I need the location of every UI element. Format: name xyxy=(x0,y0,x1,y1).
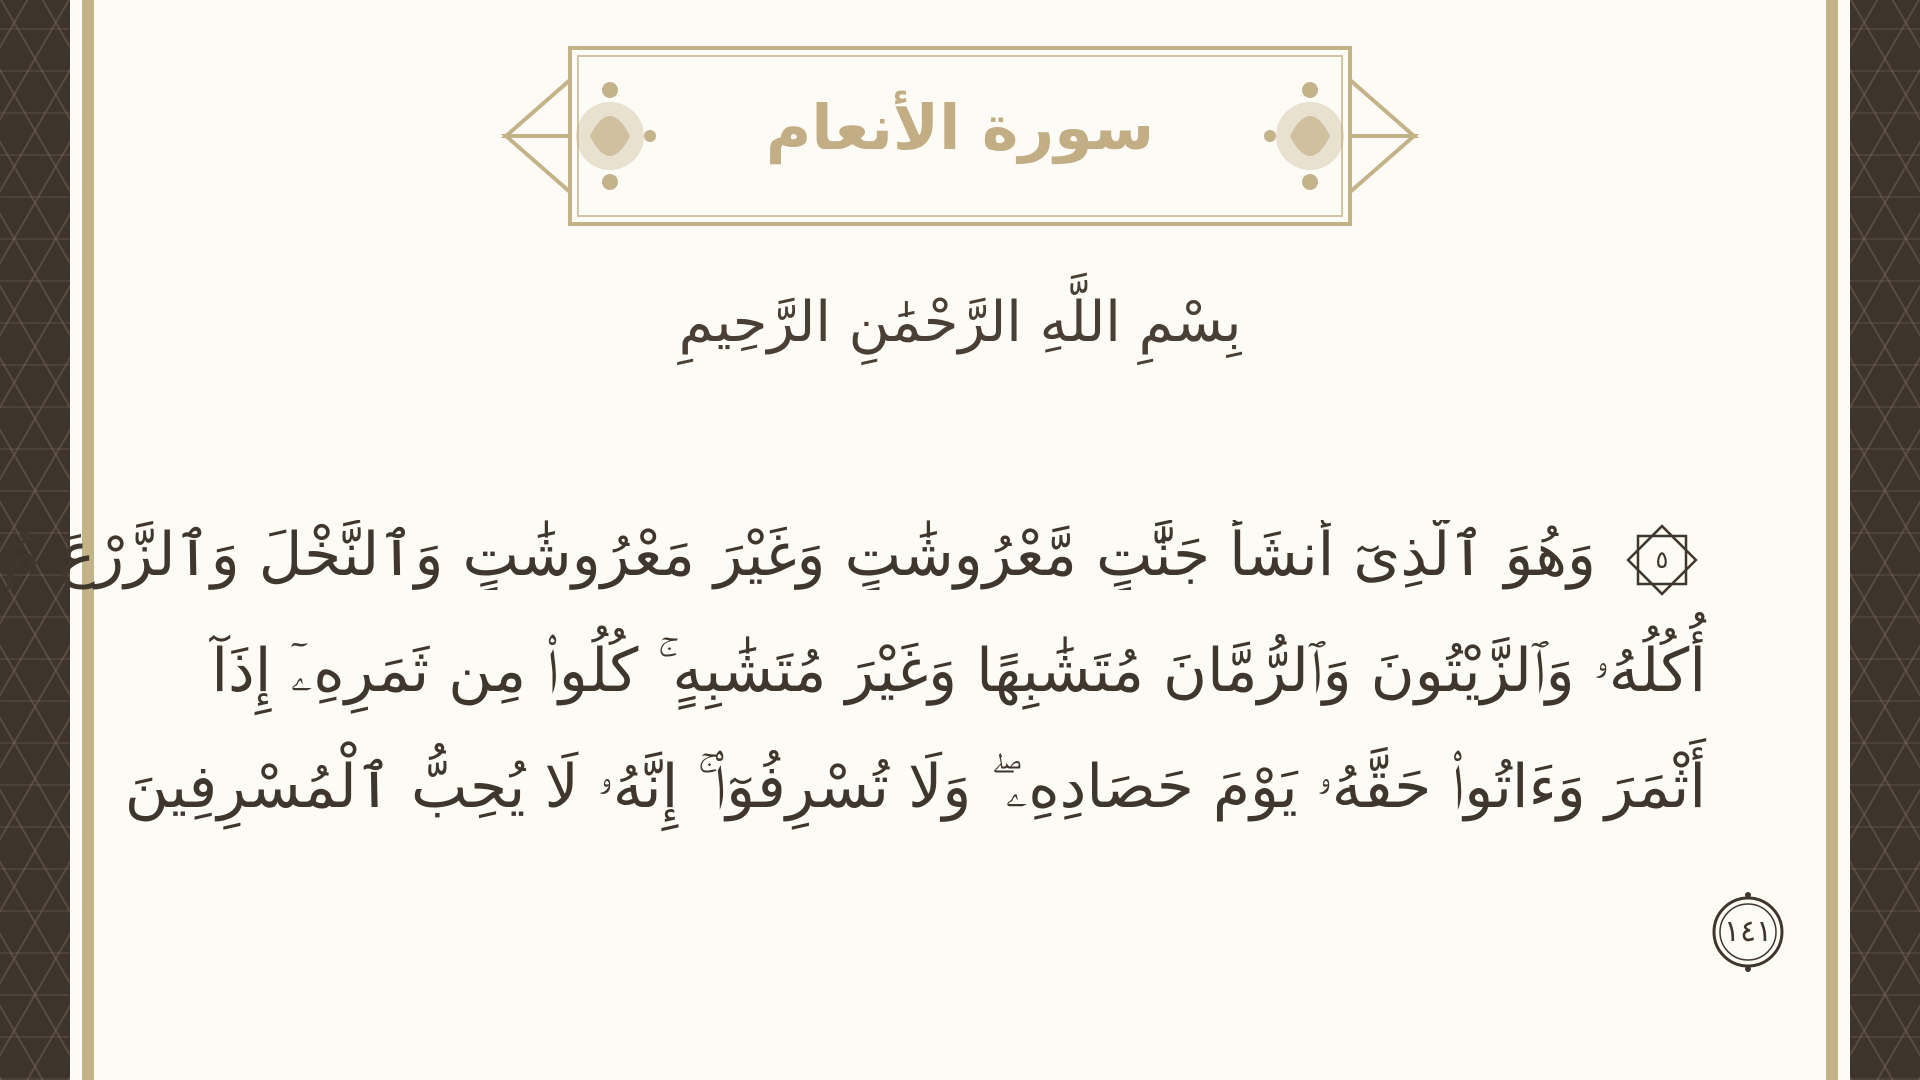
surah-title: سورة الأنعام xyxy=(765,91,1155,164)
verse-line-3: أَثْمَرَ وَءَاتُوا۟ حَقَّهُۥ يَوْمَ حَصَادِهِۦ ۖ وَلَا تُسْرِفُوٓا۟ ۚ إِنَّهُۥ لَا يُحِبُّ ٱلْمُسْرِفِينَ xyxy=(124,752,1706,822)
surah-header-frame xyxy=(500,40,1420,230)
verse-line-2: أُكُلُهُۥ وَٱلزَّيْتُونَ وَٱلرُّمَّانَ مُتَشَٰبِهًا وَغَيْرَ مُتَشَٰبِهٍ ۚ كُلُوا۟ مِن ثَمَرِهِۦٓ إِذَآ xyxy=(211,636,1706,706)
basmala: بِسْمِ اللَّهِ الرَّحْمَٰنِ الرَّحِيمِ xyxy=(678,290,1242,355)
rub-el-hizb-marker xyxy=(1622,520,1702,600)
mushaf-page xyxy=(3,0,1826,1080)
ayah-number-marker xyxy=(1706,890,1790,974)
rub-symbol: ٥ xyxy=(1655,546,1669,574)
ayah-number: ١٤١ xyxy=(1723,914,1773,949)
right-gold-rule xyxy=(1826,0,1838,1080)
right-margin-strip xyxy=(1838,0,1850,1080)
right-border-pattern xyxy=(1850,0,1920,1080)
verse-line-1: وَهُوَ ٱلَّذِىٓ أَنشَأَ جَنَّٰتٍ مَّعْرُوشَٰتٍ وَغَيْرَ مَعْرُوشَٰتٍ وَٱلنَّخْلَ وَٱلزَّرْعَ مُ xyxy=(3,520,1596,590)
